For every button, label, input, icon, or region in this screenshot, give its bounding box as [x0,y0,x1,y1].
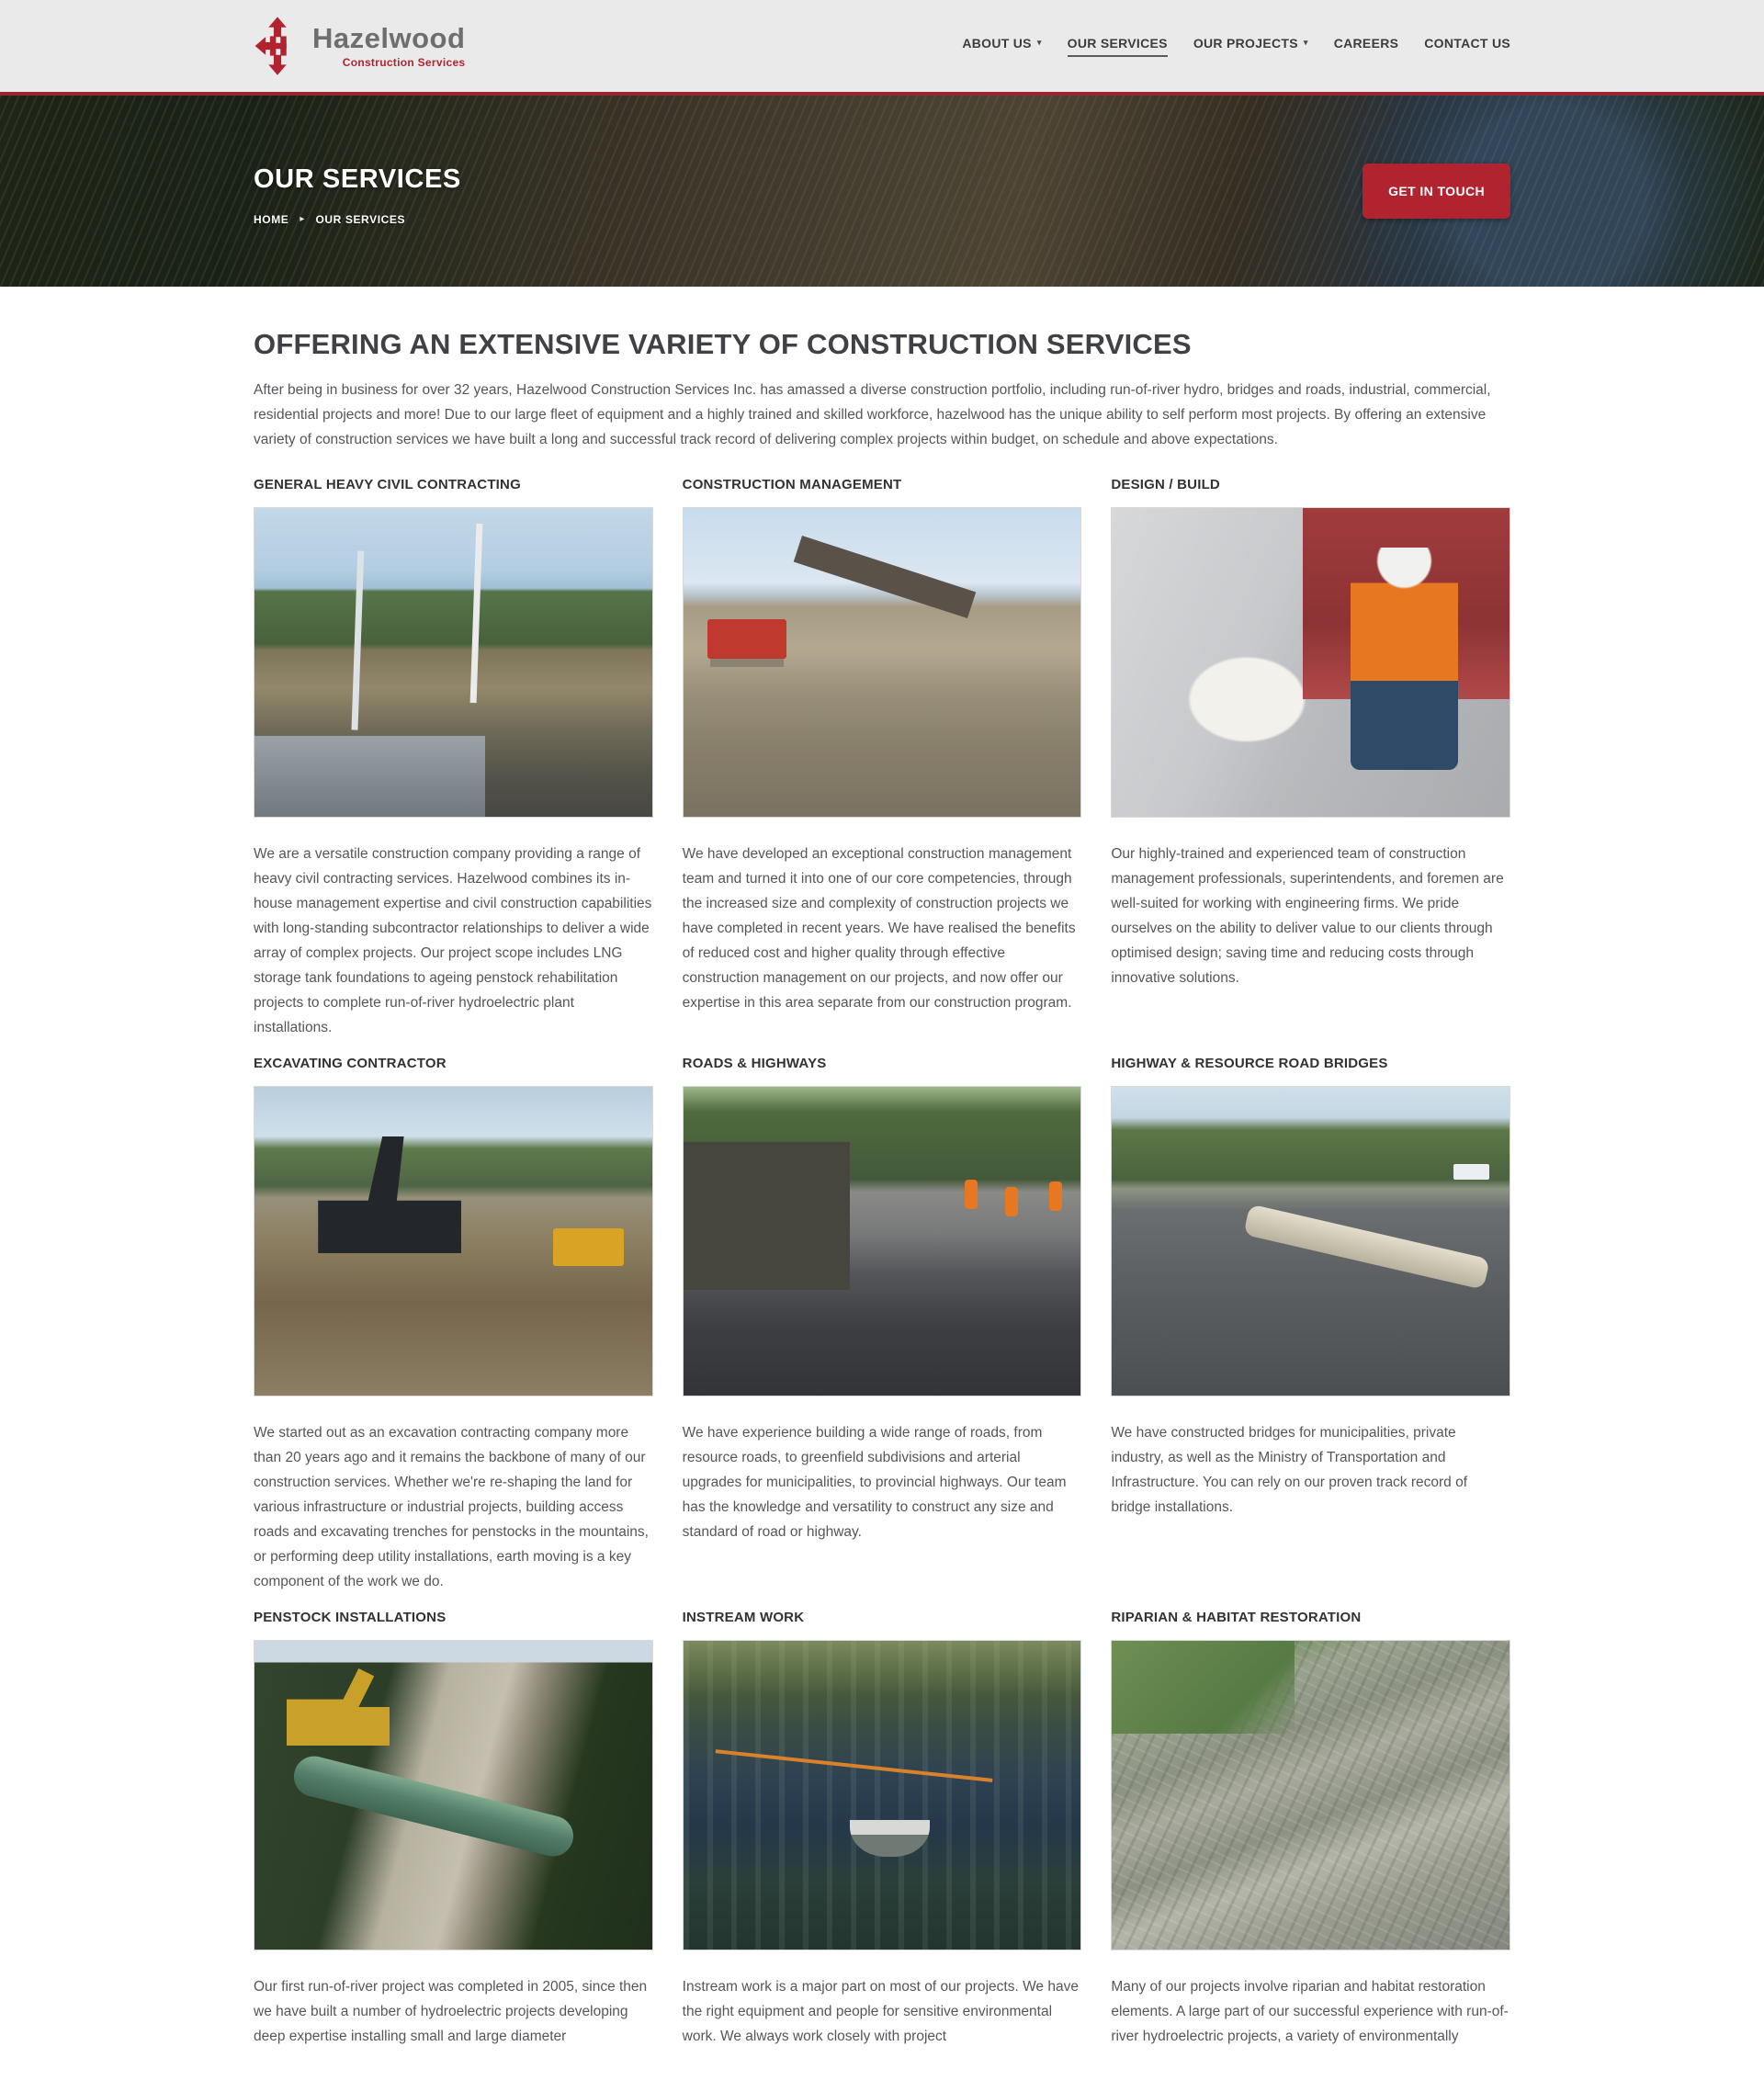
hazelwood-logo-icon [254,17,301,75]
service-title: EXCAVATING CONTRACTOR [254,1055,447,1071]
breadcrumb-current: OUR SERVICES [315,212,406,226]
service-description: Many of our projects involve riparian and habitat restoration elements. A large part of our successful experience with run-of-river hydroelectric projects, a variety of environmentally [1111,1978,1509,2044]
brand-name: Hazelwood [312,21,466,54]
service-photo-crane-site [254,507,653,818]
service-photo-gravel-site [683,507,1082,818]
service-title: DESIGN / BUILD [1111,476,1220,492]
service-description: We have experience building a wide range of roads, from resource roads, to greenfield subdivisions and arterial upgrades for municipalities, to provincial highways. Our team has the knowledge and versatility to construct any size and standard of road or highway. [682,1424,1067,1540]
service-photo-paving-crew [683,1086,1082,1396]
nav-careers[interactable]: CAREERS [1333,35,1399,51]
nav-our-projects[interactable]: OUR PROJECTS ▾ [1193,35,1308,51]
service-card-construction-management [683,476,1082,1040]
nav-about-us[interactable]: ABOUT US ▾ [962,35,1042,51]
page-title: OUR SERVICES [254,164,461,194]
service-card-riparian-restoration [1111,1609,1510,2049]
service-card-instream-work [683,1609,1082,2049]
chevron-down-icon: ▾ [1303,38,1308,47]
service-photo-riparian-slope [1111,1640,1510,1950]
get-in-touch-button[interactable]: GET IN TOUCH [1363,164,1510,219]
hero-banner [0,96,1764,287]
intro-paragraph: After being in business for over 32 years, Hazelwood Construction Services Inc. has amassed a diverse construction portfolio, including run-of-river hydro, bridges and roads, industrial, commercial, residential projects and more! Due to our large fleet of equipment and a highly trained and skilled workforce, hazelwood has the unique ability to self perform most projects. By offering an extensive variety of construction services we have built a long and successful track record of delivering complex projects within budget, on schedule and above expectations. [254,381,1491,447]
service-card-road-bridges [1111,1055,1510,1594]
nav-our-services[interactable]: OUR SERVICES [1068,36,1168,57]
service-card-roads-highways [683,1055,1082,1594]
service-title: HIGHWAY & RESOURCE ROAD BRIDGES [1111,1055,1388,1071]
service-description: Our first run-of-river project was completed in 2005, since then we have built a number of hydroelectric projects developing deep expertise installing small and large diameter [254,1978,648,2044]
service-title: ROADS & HIGHWAYS [682,1055,827,1071]
service-photo-instream-river [683,1640,1082,1950]
section-heading: OFFERING AN EXTENSIVE VARIETY OF CONSTRUCTION SERVICES [254,328,1192,360]
breadcrumb-arrow-icon: ▸ [300,213,305,224]
service-title: PENSTOCK INSTALLATIONS [254,1609,447,1625]
main-nav [962,36,1510,57]
service-title: GENERAL HEAVY CIVIL CONTRACTING [254,476,521,492]
site-header [0,0,1764,96]
brand-logo[interactable] [254,17,465,75]
service-description: We are a versatile construction company providing a range of heavy civil contracting services. Hazelwood combines its in-house management expertise and civil construction capabilities with long-standing subcontractor relationships to deliver a wide array of complex projects. Our project scope includes LNG storage tank foundations to ageing penstock rehabilitation projects to complete run-of-river hydroelectric plant installations. [254,845,652,1035]
service-card-excavating-contractor [254,1055,653,1594]
service-description: We started out as an excavation contracting company more than 20 years ago and it remains the backbone of many of our construction services. Whether we're re-shaping the land for various infrastructure or industrial projects, building access roads and excavating trenches for penstocks in the mountains, or performing deep utility installations, earth moving is a key component of the work we do. [254,1424,649,1589]
service-description: Instream work is a major part on most of our projects. We have the right equipment and people for sensitive environmental work. We always work closely with project [682,1978,1079,2044]
service-title: INSTREAM WORK [682,1609,805,1625]
services-grid [254,476,1510,2049]
breadcrumb [254,213,461,226]
service-photo-bridge-road [1111,1086,1510,1396]
service-card-general-heavy-civil [254,476,653,1040]
nav-contact-us[interactable]: CONTACT US [1424,35,1510,51]
service-photo-penstock-pipe [254,1640,653,1950]
brand-tagline: Construction Services [342,55,466,69]
chevron-down-icon: ▾ [1036,38,1042,47]
service-description: We have constructed bridges for municipalities, private industry, as well as the Ministry of Transportation and Infrastructure. You can rely on our proven track record of bridge installations. [1111,1424,1468,1515]
service-title: RIPARIAN & HABITAT RESTORATION [1111,1609,1362,1625]
service-description: We have developed an exceptional construction management team and turned it into one of our core competencies, through the increased size and complexity of construction projects we have completed in recent years. We have realised the benefits of reduced cost and higher quality through effective construction management on our projects, and now offer our expertise in this area separate from our construction program. [682,845,1076,1011]
service-title: CONSTRUCTION MANAGEMENT [682,476,902,492]
service-photo-excavator [254,1086,653,1396]
service-description: Our highly-trained and experienced team of construction management professionals, superintendents, and foremen are well-suited for working with engineering firms. We pride ourselves on the ability to deliver value to our clients through optimised design; saving time and reducing costs through innovative solutions. [1111,845,1504,986]
breadcrumb-home-link[interactable]: HOME [254,212,289,226]
service-photo-engineer-plans [1111,507,1510,818]
service-card-penstock-installations [254,1609,653,2049]
service-card-design-build [1111,476,1510,1040]
